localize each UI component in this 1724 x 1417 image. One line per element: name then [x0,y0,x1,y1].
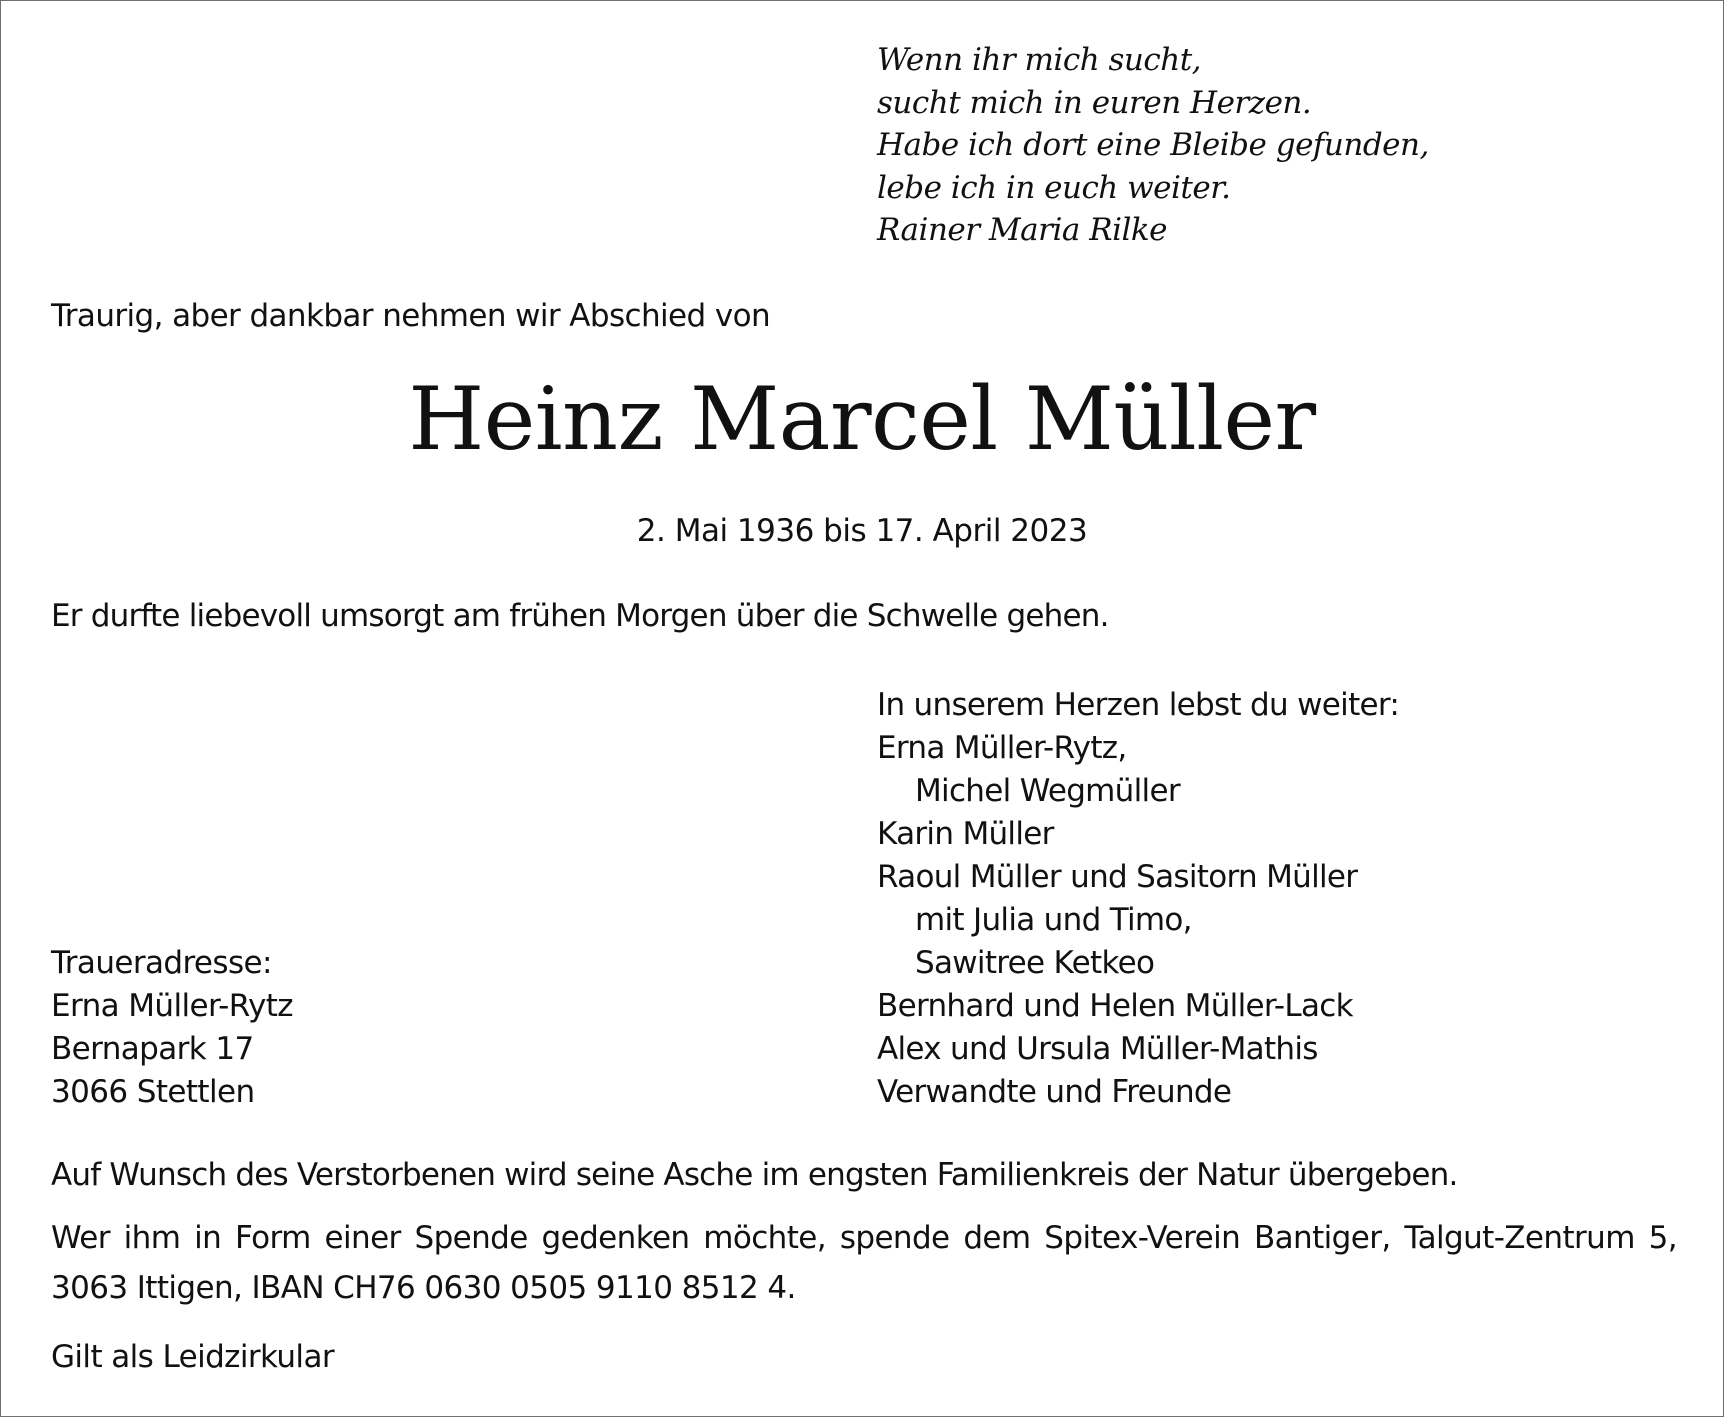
donation-note: Wer ihm in Form einer Spende gedenken möchte, spende dem Spitex-Verein Bantiger, Talgut-Zentrum 5, 3063 Ittigen, IBAN CH76 0630 0505 9110 8512 4. [51,1220,1677,1306]
address-city: 3066 Stettlen [51,1074,255,1110]
address-name: Erna Müller-Rytz [51,988,293,1024]
mourners-list [877,684,1399,1114]
address-street: Bernapark 17 [51,1031,254,1067]
mourner-line: Verwandte und Freunde [877,1074,1232,1110]
deceased-name: Heinz Marcel Müller [408,368,1316,470]
mourner-line: Sawitree Ketkeo [915,945,1155,981]
poem-line: Wenn ihr mich sucht, [877,42,1202,78]
mourner-line: Erna Müller-Rytz, [877,730,1127,766]
mourner-line: Michel Wegmüller [915,773,1180,809]
poem-quote [877,39,1429,252]
address-label: Traueradresse: [51,945,272,981]
poem-line: Habe ich dort eine Bleibe gefunden, [877,127,1429,163]
poem-author: Rainer Maria Rilke [877,212,1168,248]
poem-line: sucht mich in euren Herzen. [877,84,1312,121]
mourner-line: Raoul Müller und Sasitorn Müller [877,859,1358,895]
mourner-line: Alex und Ursula Müller-Mathis [877,1031,1318,1067]
mourner-line: mit Julia und Timo, [915,902,1192,938]
mourners-heading: In unserem Herzen lebst du weiter: [877,687,1400,723]
intro-text: Traurig, aber dankbar nehmen wir Abschied von [51,298,771,334]
funeral-wish: Auf Wunsch des Verstorbenen wird seine Asche im engsten Familienkreis der Natur übergeben. [51,1157,1458,1193]
mourner-line: Bernhard und Helen Müller-Lack [877,988,1353,1024]
mourner-line: Karin Müller [877,816,1054,852]
life-dates: 2. Mai 1936 bis 17. April 2023 [636,513,1088,549]
mourning-address [51,942,293,1114]
passing-statement: Er durfte liebevoll umsorgt am frühen Morgen über die Schwelle gehen. [51,598,1109,634]
poem-line: lebe ich in euch weiter. [877,169,1231,206]
circular-note: Gilt als Leidzirkular [51,1339,334,1375]
